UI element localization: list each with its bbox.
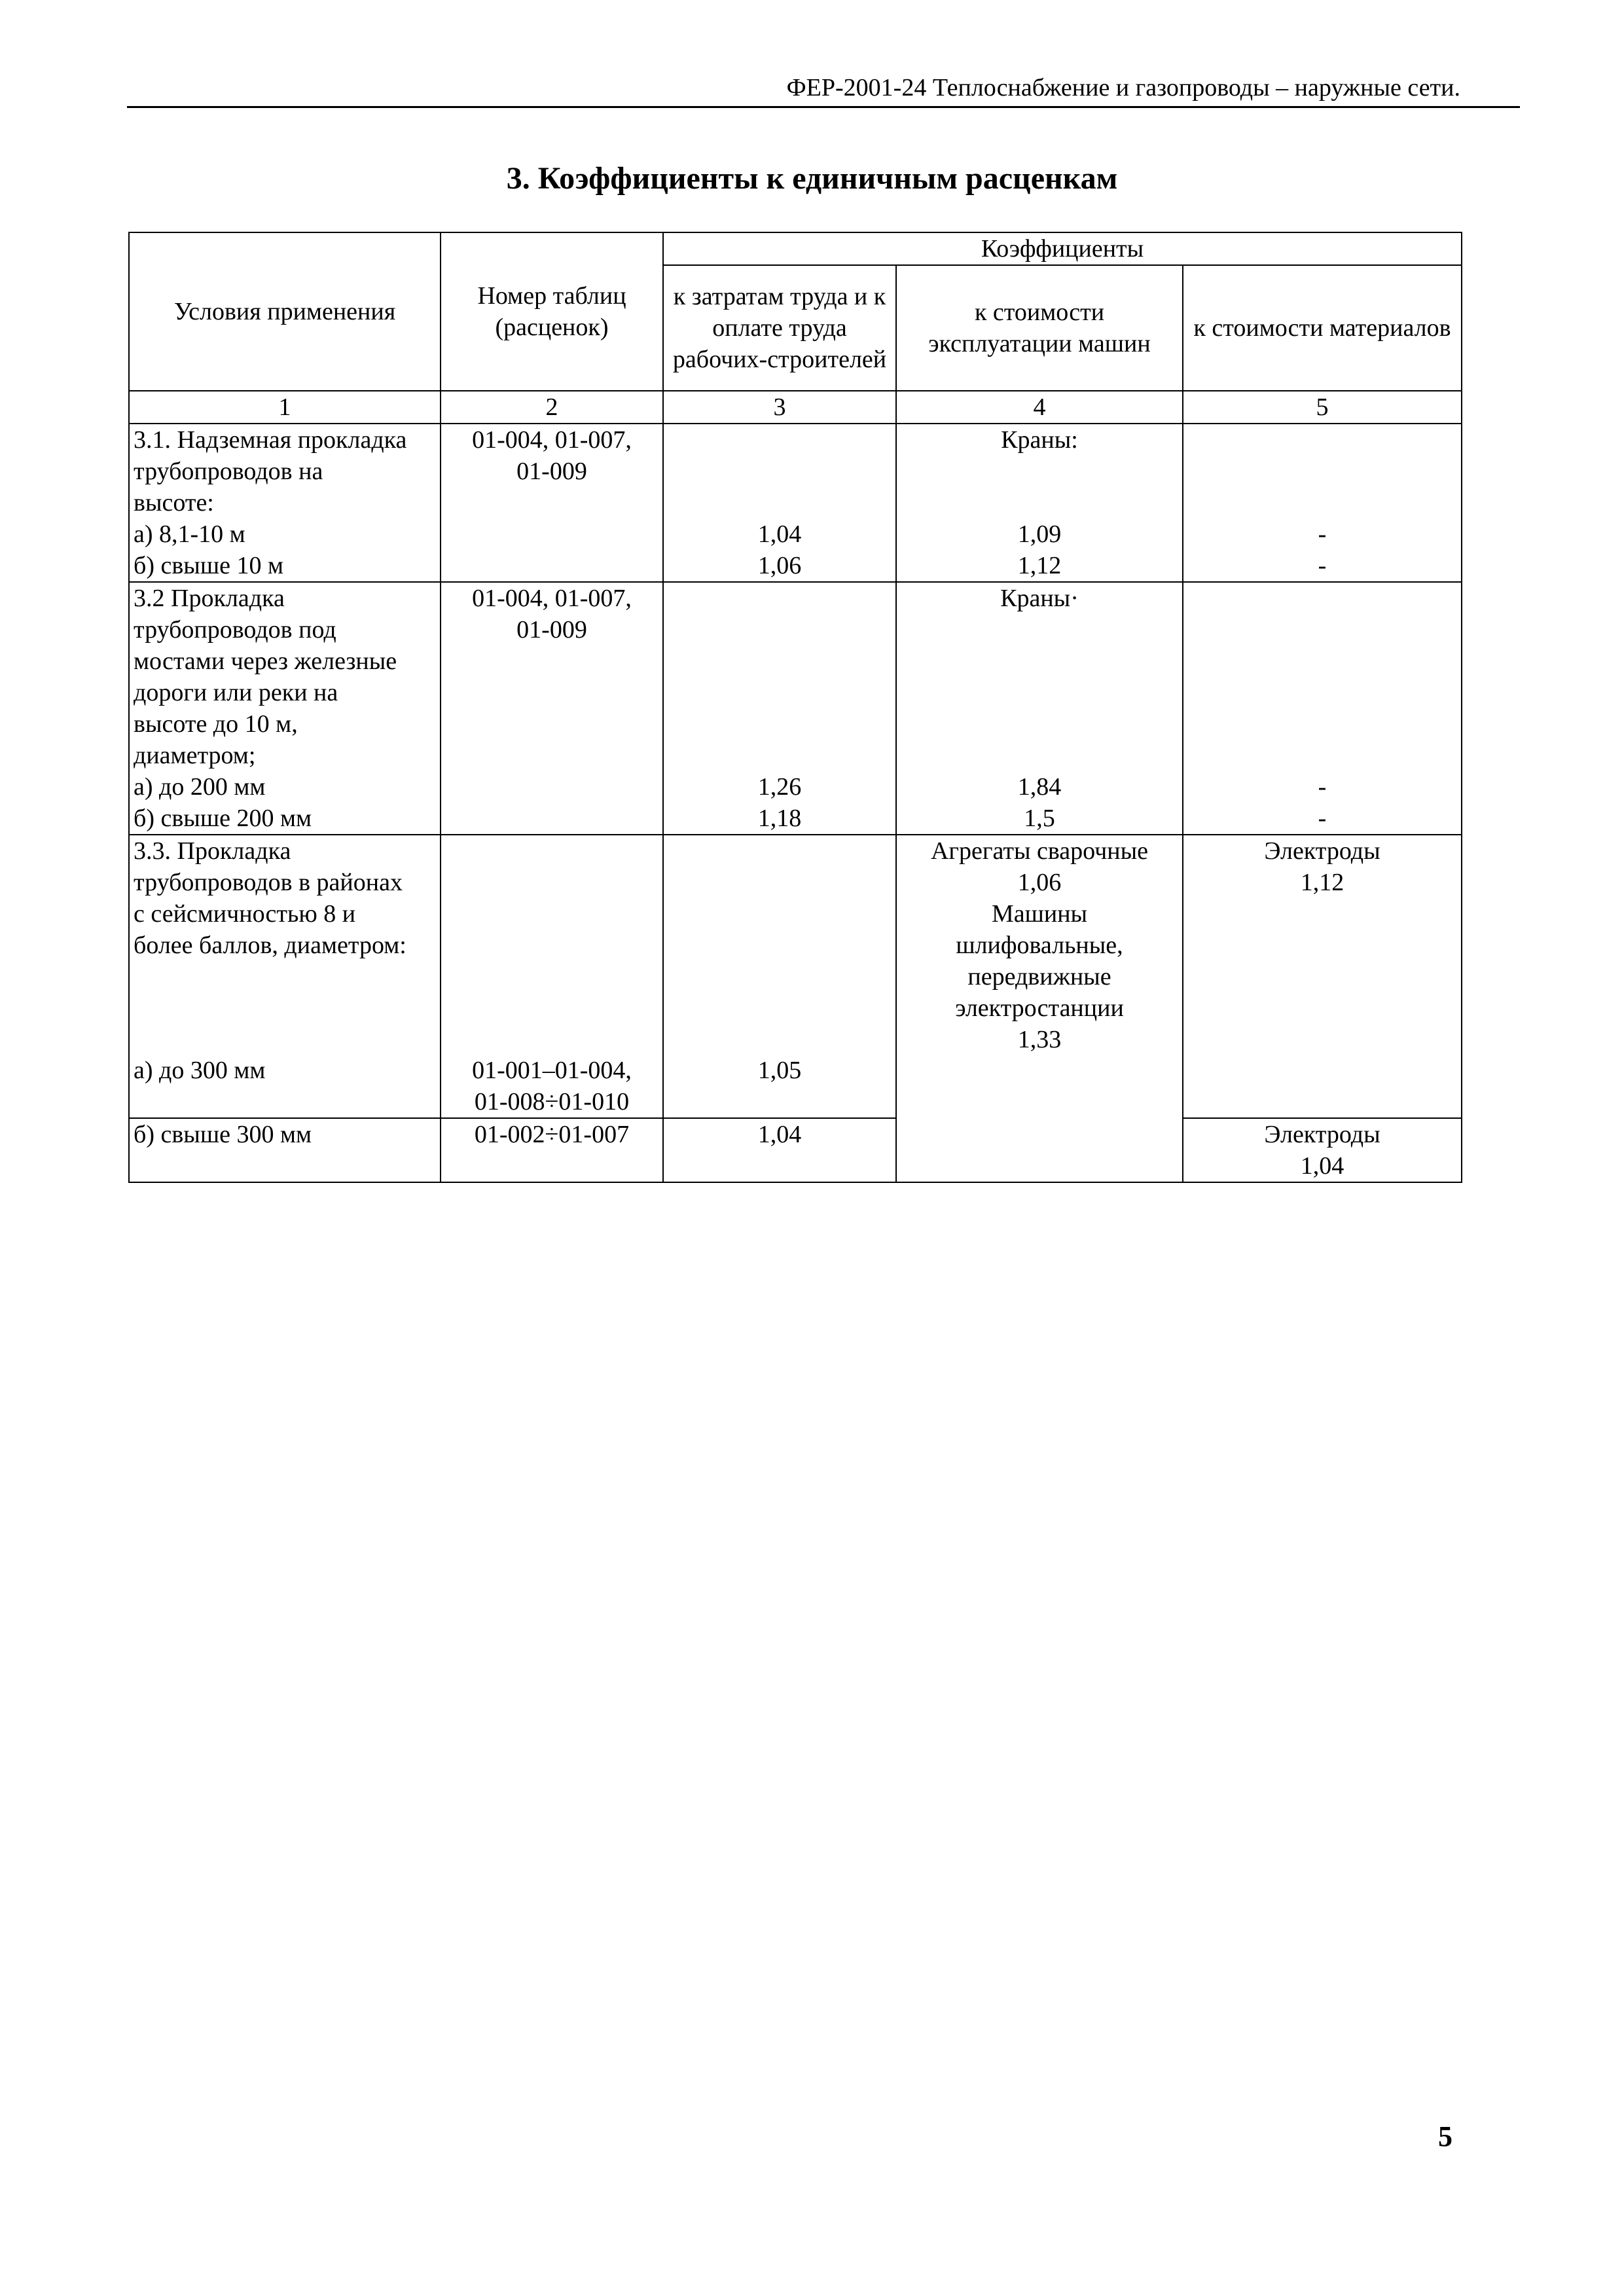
labor-coef: 1,06 — [663, 550, 896, 582]
labor-coef: 1,05 — [663, 1055, 896, 1118]
running-header: ФЕР-2001-24 Теплоснабжение и газопроводы – наружные сети. — [786, 74, 1460, 101]
section-3-3-materials-a: Электроды 1,12 — [1183, 835, 1462, 1118]
section-3-2-machines-label: Краны· — [896, 582, 1183, 771]
header-machines: к стоимости эксплуатации машин — [896, 265, 1183, 391]
header-labor: к затратам труда и к оплате труда рабочих-строителей — [663, 265, 896, 391]
section-3-1-intro: 3.1. Надземная прокладка трубопроводов на высоте: — [129, 424, 441, 518]
table-row — [129, 518, 1462, 550]
column-number: 2 — [441, 391, 663, 424]
table-row — [129, 803, 1462, 835]
page-title: 3. Коэффициенты к единичным расценкам — [506, 161, 1118, 196]
condition-cell: а) до 200 мм — [129, 771, 441, 803]
materials-coef: - — [1183, 771, 1462, 803]
materials-coef: - — [1183, 550, 1462, 582]
materials-coef: - — [1183, 518, 1462, 550]
materials-coef: - — [1183, 803, 1462, 835]
machines-coef: 1,84 — [896, 771, 1183, 803]
section-3-2-intro: 3.2 Прокладка трубопроводов под мостами через железные дороги или реки на высоте до 10 м, диаметром; — [129, 582, 441, 771]
table-row — [129, 835, 1462, 1055]
section-3-3-materials-b: Электроды 1,04 — [1183, 1118, 1462, 1182]
table-numbers-cell: 01-002÷01-007 — [441, 1118, 663, 1182]
condition-cell: б) свыше 200 мм — [129, 803, 441, 835]
table-row — [129, 771, 1462, 803]
column-number: 4 — [896, 391, 1183, 424]
column-number-row — [129, 391, 1462, 424]
section-3-3-machines: Агрегаты сварочные 1,06 Машины шлифовальные, передвижные электростанции 1,33 — [896, 835, 1183, 1182]
page-number: 5 — [1438, 2120, 1453, 2152]
table-row — [129, 582, 1462, 771]
labor-coef: 1,26 — [663, 771, 896, 803]
labor-coef: 1,04 — [663, 518, 896, 550]
header-materials: к стоимости материалов — [1183, 265, 1462, 391]
machines-coef: 1,12 — [896, 550, 1183, 582]
condition-cell: а) 8,1-10 м — [129, 518, 441, 550]
section-3-2-tables: 01-004, 01-007, 01-009 — [441, 582, 663, 835]
table-row — [129, 424, 1462, 518]
coefficients-table — [128, 232, 1462, 1183]
header-table-numbers: Номер таблиц (расценок) — [441, 232, 663, 391]
labor-coef: 1,18 — [663, 803, 896, 835]
machines-coef: 1,5 — [896, 803, 1183, 835]
column-number: 3 — [663, 391, 896, 424]
section-3-1-tables: 01-004, 01-007, 01-009 — [441, 424, 663, 582]
column-number: 5 — [1183, 391, 1462, 424]
machines-coef: 1,09 — [896, 518, 1183, 550]
header-conditions: Условия применения — [129, 232, 441, 391]
table-row — [129, 1118, 1462, 1182]
table-row — [129, 550, 1462, 582]
condition-cell: а) до 300 мм — [129, 1055, 441, 1118]
header-coefficients: Коэффициенты — [663, 232, 1462, 265]
labor-coef: 1,04 — [663, 1118, 896, 1182]
condition-cell: б) свыше 300 мм — [129, 1118, 441, 1182]
section-3-1-machines-label: Краны: — [896, 424, 1183, 518]
condition-cell: б) свыше 10 м — [129, 550, 441, 582]
column-number: 1 — [129, 391, 441, 424]
table-numbers-cell: 01-001–01-004, 01-008÷01-010 — [441, 1055, 663, 1118]
section-3-3-intro: 3.3. Прокладка трубопроводов в районах с сейсмичностью 8 и более баллов, диаметром: — [129, 835, 441, 1055]
header-rule — [127, 106, 1520, 108]
